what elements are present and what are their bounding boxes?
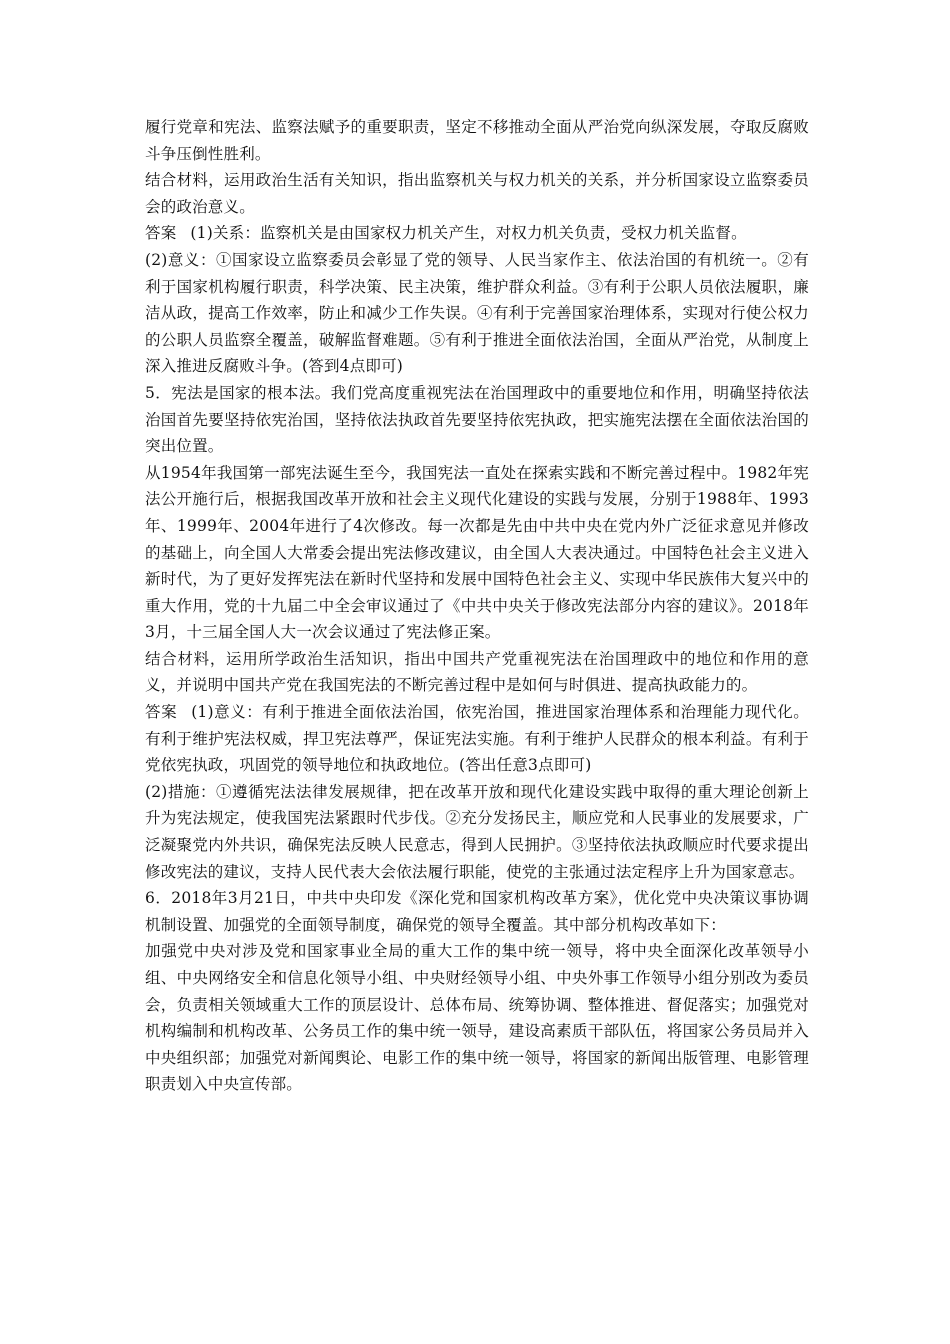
material-continuation: 履行党章和宪法、监察法赋予的重要职责，坚定不移推动全面从严治党向纵深发展，夺取反腐败斗争压倒性胜利。 xyxy=(145,118,809,163)
question-4-prompt: 结合材料，运用政治生活有关知识，指出监察机关与权力机关的关系，并分析国家设立监察委员会的政治意义。 xyxy=(145,171,809,216)
answer-text: (1)意义：有利于推进全面依法治国，依宪治国，推进国家治理体系和治理能力现代化。有利于维护宪法权威，捍卫宪法尊严，保证宪法实施。有利于维护人民群众的根本利益。有利于党依宪执政，巩固党的领导地位和执政地位。(答出任意3点即可) xyxy=(145,703,809,775)
document-page xyxy=(145,114,809,1098)
question-5-intro: 5．宪法是国家的根本法。我们党高度重视宪法在治国理政中的重要地位和作用，明确坚持依法治国首先要坚持依宪治国，坚持依法执政首先要坚持依宪执政，把实施宪法摆在全面依法治国的突出位置。 xyxy=(145,383,809,456)
question-6-intro: 6．2018年3月21日，中共中央印发《深化党和国家机构改革方案》，优化党中央决策议事协调机制设置、加强党的全面领导制度，确保党的领导全覆盖。其中部分机构改革如下： xyxy=(145,889,809,934)
answer-5-part-2: (2)措施：①遵循宪法法律发展规律，把在改革开放和现代化建设实践中取得的重大理论创新上升为宪法规定，使我国宪法紧跟时代步伐。②充分发扬民主，顺应党和人民事业的发展要求，广泛凝聚党内外共识，确保宪法反映人民意志，得到人民拥护。③坚持依法执政顺应时代要求提出修改宪法的建议，支持人民代表大会依法履行职能，使党的主张通过法定程序上升为国家意志。 xyxy=(145,782,809,881)
answer-label: 答案 xyxy=(145,703,178,722)
question-5-material: 从1954年我国第一部宪法诞生至今，我国宪法一直处在探索实践和不断完善过程中。1982年宪法公开施行后，根据我国改革开放和社会主义现代化建设的实践与发展，分别于1988年、1993年、1999年、2004年进行了4次修改。每一次都是先由中共中央在党内外广泛征求意见并修改的基础上，向全国人大常委会提出宪法修改建议，由全国人大表决通过。中国特色社会主义进入新时代，为了更好发挥宪法在新时代坚持和发展中国特色社会主义、实现中华民族伟大复兴中的重大作用，党的十九届二中全会审议通过了《中共中央关于修改宪法部分内容的建议》。2018年3月，十三届全国人大一次会议通过了宪法修正案。 xyxy=(145,463,809,642)
answer-4-part-2: (2)意义：①国家设立监察委员会彰显了党的领导、人民当家作主、依法治国的有机统一。②有利于国家机构履行职责，科学决策、民主决策，维护群众利益。③有利于公职人员依法履职，廉洁从政，提高工作效率，防止和减少工作失误。④有利于完善国家治理体系，实现对行使公权力的公职人员监察全覆盖，破解监督难题。⑤有利于推进全面依法治国，全面从严治党，从制度上深入推进反腐败斗争。(答到4点即可) xyxy=(145,250,809,376)
answer-4-part-1 xyxy=(145,220,809,247)
answer-label: 答案 xyxy=(145,224,177,243)
answer-text: (1)关系：监察机关是由国家权力机关产生，对权力机关负责，受权力机关监督。 xyxy=(190,224,747,243)
question-5-prompt: 结合材料，运用所学政治生活知识，指出中国共产党重视宪法在治国理政中的地位和作用的意义，并说明中国共产党在我国宪法的不断完善过程中是如何与时俱进、提高执政能力的。 xyxy=(145,649,809,695)
question-6-material: 加强党中央对涉及党和国家事业全局的重大工作的集中统一领导，将中央全面深化改革领导小组、中央网络安全和信息化领导小组、中央财经领导小组、中央外事工作领导小组分别改为委员会，负责相关领域重大工作的顶层设计、总体布局、统筹协调、整体推进、督促落实；加强党对机构编制和机构改革、公务员工作的集中统一领导，建设高素质干部队伍，将国家公务员局并入中央组织部；加强党对新闻舆论、电影工作的集中统一领导，将国家的新闻出版管理、电影管理职责划入中央宣传部。 xyxy=(145,942,809,1094)
answer-5-part-1 xyxy=(145,699,809,779)
